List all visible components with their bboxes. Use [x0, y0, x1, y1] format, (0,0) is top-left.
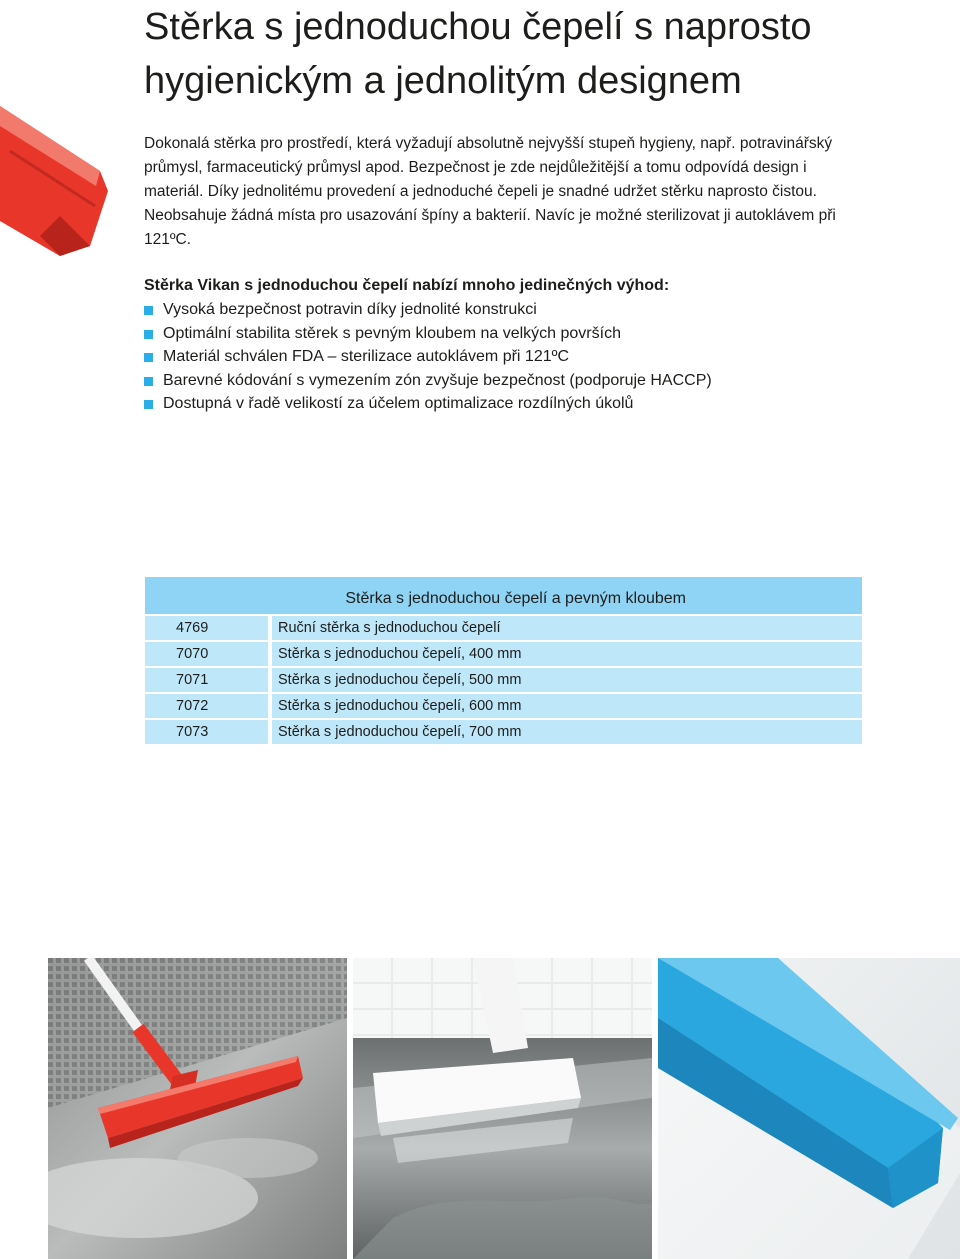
table-row [145, 668, 862, 694]
benefit-item [144, 392, 864, 416]
benefit-text: Dostupná v řadě velikostí za účelem optimalizace rozdílných úkolů [163, 395, 634, 412]
blue-blade-photo [658, 958, 960, 1259]
intro-paragraph: Dokonalá stěrka pro prostředí, která vyžadují absolutně nejvyšší stupeň hygieny, např. potravinářský průmysl, farmaceutický průmysl apod. Bezpečnost je zde nejdůležitější a tomu odpovídá design i materiál. Díky jednolitému provedení a jednoduché čepeli je snadné udržet stěrku naprosto čistou. Neobsahuje žádná místa pro usazování špíny a bakterií. Navíc je možné sterilizovat ji autoklávem při 121ºC. [144, 135, 836, 248]
benefit-text: Vysoká bezpečnost potravin díky jednolité konstrukci [163, 301, 537, 318]
table-row [145, 694, 862, 720]
product-description: Stěrka s jednoduchou čepelí, 400 mm [272, 642, 862, 668]
square-bullet-icon [144, 330, 153, 339]
product-code: 7072 [145, 694, 272, 720]
product-description: Stěrka s jednoduchou čepelí, 500 mm [272, 668, 862, 694]
red-blade-image [0, 96, 120, 256]
benefit-text: Materiál schválen FDA – sterilizace autoklávem při 121ºC [163, 348, 570, 365]
table-row [145, 720, 862, 746]
product-table [145, 577, 862, 746]
square-bullet-icon [144, 306, 153, 315]
table-row [145, 616, 862, 642]
benefits-heading: Stěrka Vikan s jednoduchou čepelí nabízí mnoho jedinečných výhod: [144, 277, 670, 294]
product-description: Stěrka s jednoduchou čepelí, 600 mm [272, 694, 862, 720]
benefit-text: Barevné kódování s vymezením zón zvyšuje bezpečnost (podporuje HACCP) [163, 371, 712, 389]
benefit-text: Optimální stabilita stěrek s pevným kloubem na velkých površích [163, 324, 621, 342]
white-squeegee-photo [353, 958, 652, 1259]
square-bullet-icon [144, 400, 153, 409]
table-header-row [145, 577, 862, 616]
benefit-item [144, 345, 864, 369]
product-description: Ruční stěrka s jednoduchou čepelí [272, 616, 862, 642]
product-code: 4769 [145, 616, 272, 642]
benefit-item [144, 322, 864, 346]
product-code: 7073 [145, 720, 272, 746]
square-bullet-icon [144, 353, 153, 362]
benefit-item [144, 298, 864, 322]
benefits-list [144, 298, 864, 416]
product-code: 7071 [145, 668, 272, 694]
table-row [145, 642, 862, 668]
table-header: Stěrka s jednoduchou čepelí a pevným kloubem [145, 577, 862, 616]
square-bullet-icon [144, 377, 153, 386]
page-title: Stěrka s jednoduchou čepelí s naprosto hygienickým a jednolitým designem [144, 6, 812, 102]
product-code: 7070 [145, 642, 272, 668]
product-description: Stěrka s jednoduchou čepelí, 700 mm [272, 720, 862, 746]
benefit-item [144, 369, 864, 393]
red-squeegee-photo [48, 958, 347, 1259]
